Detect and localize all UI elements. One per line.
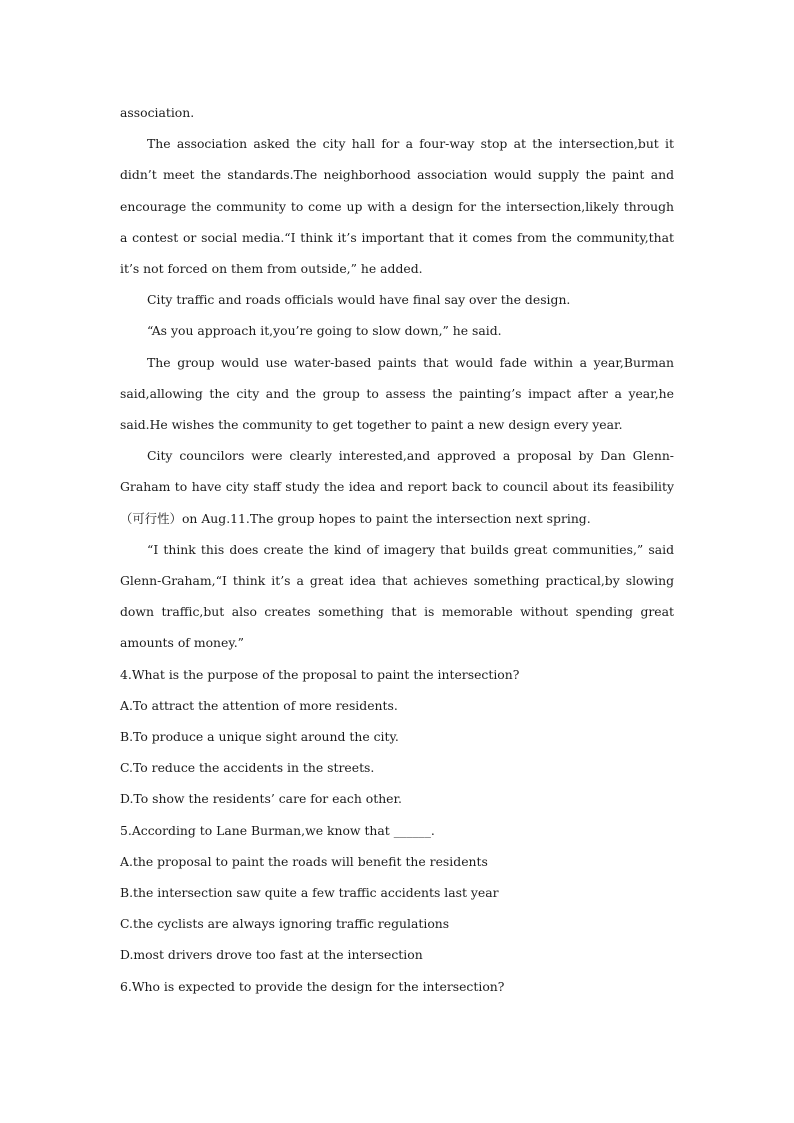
document-page [120,97,674,1002]
passage-paragraph-3: City traffic and roads officials would have final say over the design. [147,292,571,308]
reading-passage [120,97,674,659]
passage-paragraph-6: City councilors were clearly interested,and approved a proposal by Dan Glenn-Graham to have city staff study the idea and report back to council about its feasibility（可行性）on Aug.11.The group hopes to paint the intersection next spring. [120,448,674,526]
option-a: A.the proposal to paint the roads will benefit the residents [120,853,488,869]
question-5 [120,815,674,971]
question-stem: 4.What is the purpose of the proposal to paint the intersection? [120,666,520,682]
question-stem: 5.According to Lane Burman,we know that ______. [120,822,435,838]
question-list [120,659,674,1002]
question-stem: 6.Who is expected to provide the design for the intersection? [120,978,505,994]
option-b: B.To produce a unique sight around the city. [120,729,399,745]
passage-paragraph-4: “As you approach it,you’re going to slow down,” he said. [147,323,502,339]
option-c: C.To reduce the accidents in the streets. [120,760,375,776]
option-c: C.the cyclists are always ignoring traffic regulations [120,916,450,932]
question-6 [120,971,674,1002]
passage-paragraph-1: association. [120,105,195,120]
option-d: D.To show the residents’ care for each other. [120,791,402,807]
option-a: A.To attract the attention of more residents. [120,697,398,713]
option-d: D.most drivers drove too fast at the intersection [120,947,423,963]
question-4 [120,659,674,815]
passage-paragraph-7: “I think this does create the kind of imagery that builds great communities,” said Glenn-Graham,“I think it’s a great idea that achieves something practical,by slowing down traffic,but also creates something that is memorable without spending great amounts of money.” [120,541,674,651]
passage-paragraph-5: The group would use water-based paints that would fade within a year,Burman said,allowing the city and the group to assess the painting’s impact after a year,he said.He wishes the community to get together to paint a new design every year. [120,354,674,433]
option-b: B.the intersection saw quite a few traffic accidents last year [120,885,499,901]
passage-paragraph-2: The association asked the city hall for a four-way stop at the intersection,but it didn’t meet the standards.The neighborhood association would supply the paint and encourage the community to come up with a design for the intersection,likely through a contest or social media.“I think it’s important that it comes from the community,that it’s not forced on them from outside,” he added. [120,136,674,277]
